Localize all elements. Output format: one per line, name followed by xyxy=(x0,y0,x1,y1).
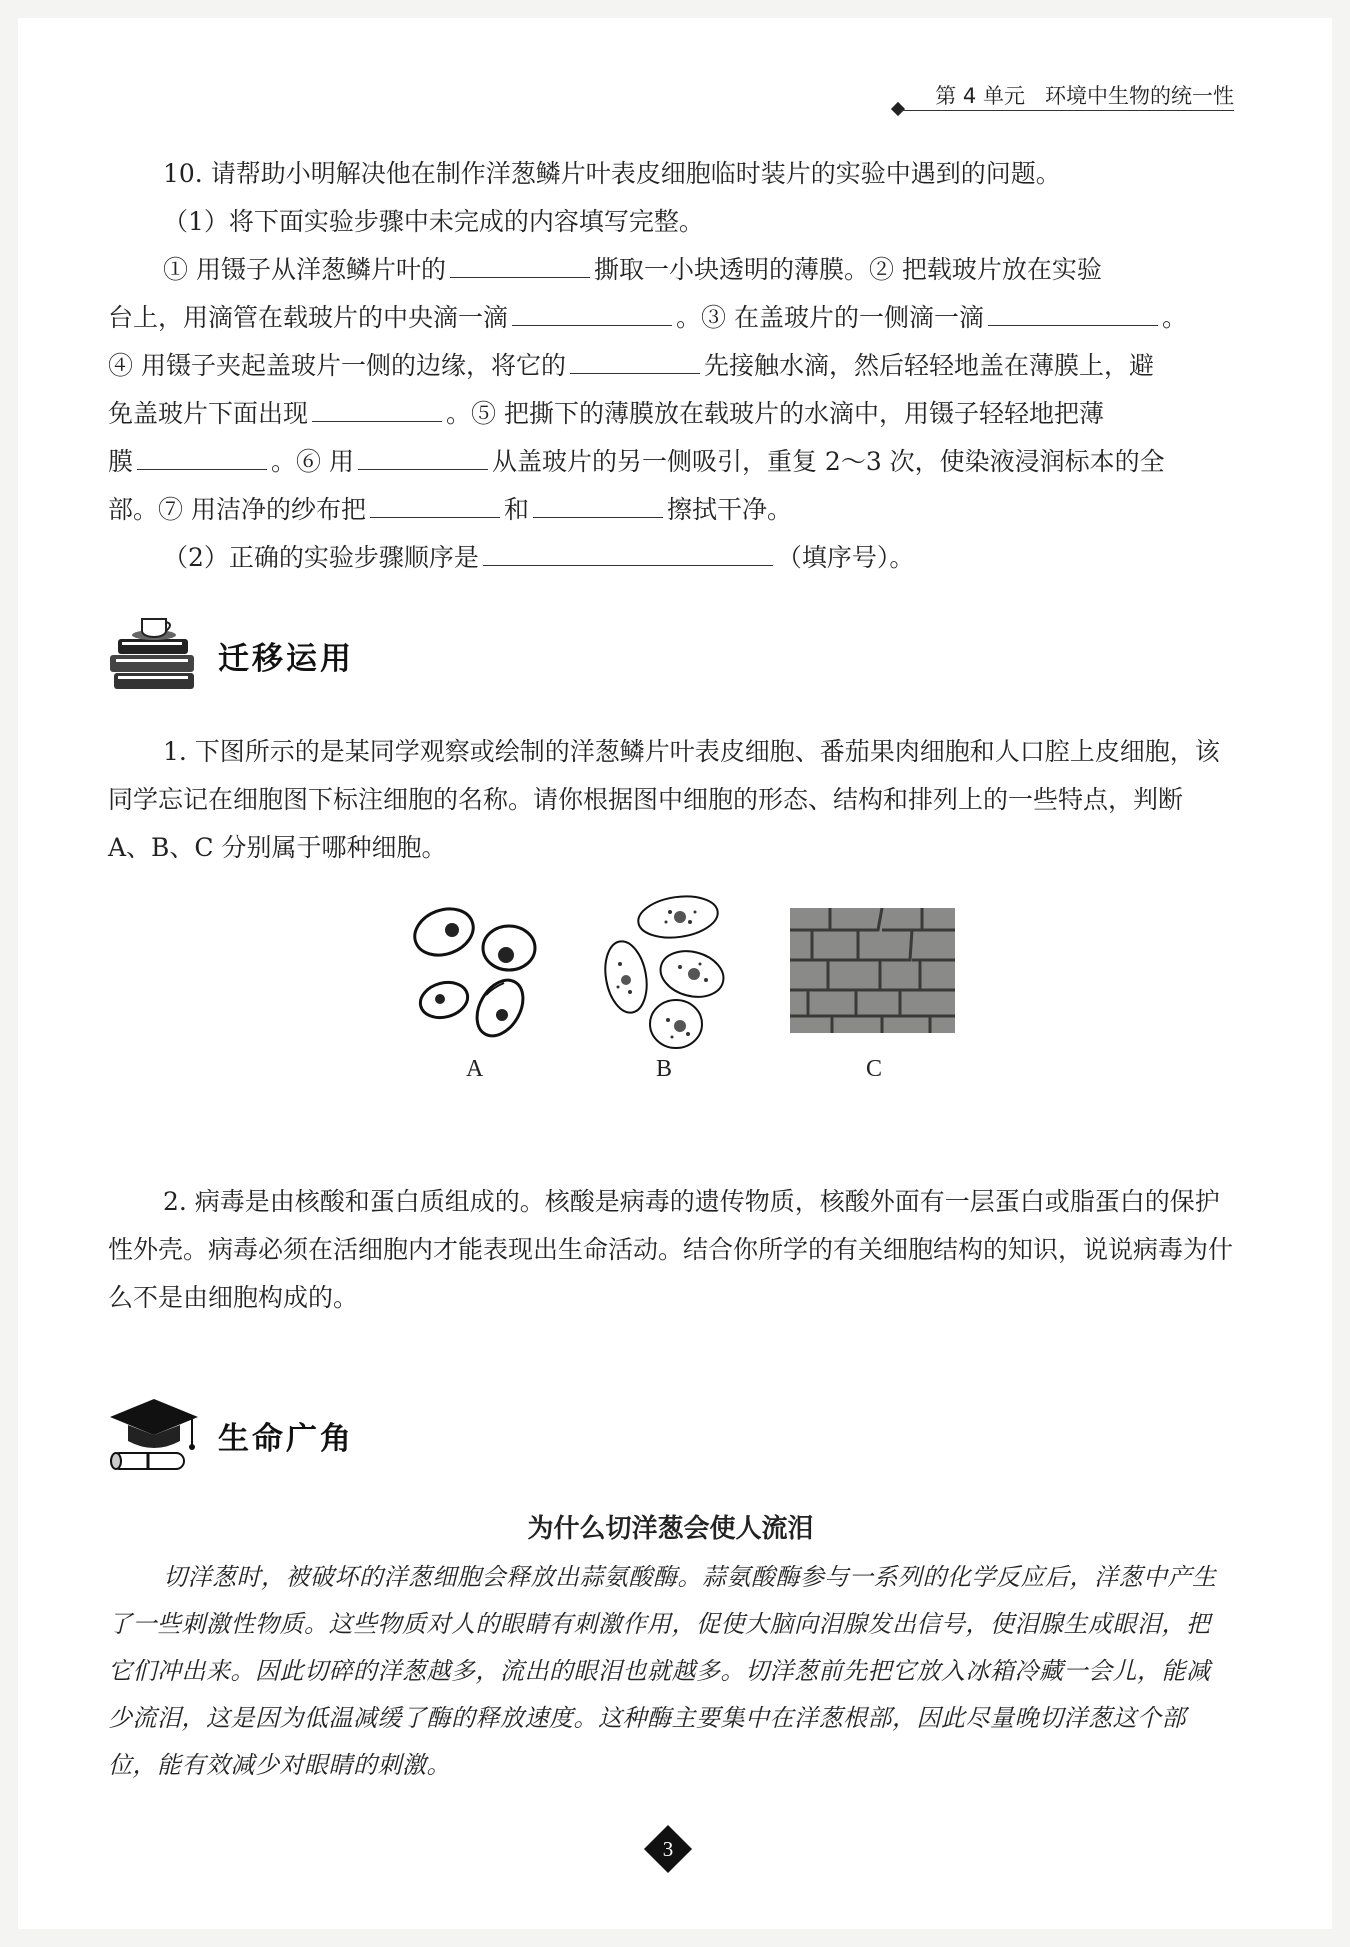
figure-label-b: B xyxy=(656,1056,673,1082)
running-header xyxy=(900,80,1234,110)
answer-blank[interactable] xyxy=(450,247,590,278)
q10-sub1: （1）将下面实验步骤中未完成的内容填写完整。 xyxy=(163,207,704,236)
q10-steps-line3 xyxy=(108,342,1233,390)
section-heading-life xyxy=(108,1395,354,1475)
step-text: 。③ 在盖玻片的一侧滴一滴 xyxy=(676,303,984,332)
q2-text: 2. 病毒是由核酸和蛋白质组成的。核酸是病毒的遗传物质，核酸外面有一层蛋白或脂蛋白的保护性外壳。病毒必须在活细胞内才能表现出生命活动。结合你所学的有关细胞结构的知识，说说病毒为什么不是由细胞构成的。 xyxy=(108,1187,1234,1312)
figure-label-a: A xyxy=(466,1056,484,1082)
step-text: ① 用镊子从洋葱鳞片叶的 xyxy=(163,255,446,284)
figure-b-tomato-cells xyxy=(600,892,730,1052)
answer-blank[interactable] xyxy=(988,295,1158,326)
step-text: 。⑤ 把撕下的薄膜放在载玻片的水滴中，用镊子轻轻地把薄 xyxy=(446,399,1104,428)
step-text: ④ 用镊子夹起盖玻片一侧的边缘，将它的 xyxy=(108,351,566,380)
step-text: 。 xyxy=(1161,303,1187,332)
q10-steps-line5 xyxy=(108,438,1233,486)
answer-blank[interactable] xyxy=(483,535,773,566)
q10-intro: 10. 请帮助小明解决他在制作洋葱鳞片叶表皮细胞临时装片的实验中遇到的问题。 xyxy=(163,159,1061,188)
answer-blank[interactable] xyxy=(533,487,663,518)
figure-a-cheek-cells xyxy=(410,900,540,1040)
step-text: 台上，用滴管在载玻片的中央滴一滴 xyxy=(108,303,509,332)
q10-steps-line2 xyxy=(108,294,1233,342)
answer-blank[interactable] xyxy=(358,439,488,470)
step-text: 从盖玻片的另一侧吸引，重复 2～3 次，使染液浸润标本的全 xyxy=(491,447,1165,476)
question-10 xyxy=(108,150,1233,582)
header-rule xyxy=(900,110,1234,111)
step-text: 撕取一小块透明的薄膜。② 把载玻片放在实验 xyxy=(593,255,1102,284)
answer-blank[interactable] xyxy=(370,487,500,518)
books-cup-icon xyxy=(108,615,200,695)
cell-figures xyxy=(400,900,960,1090)
figure-c-onion-epidermis xyxy=(790,908,955,1033)
section-heading-transfer xyxy=(108,615,354,695)
q1-text: 1. 下图所示的是某同学观察或绘制的洋葱鳞片叶表皮细胞、番茄果肉细胞和人口腔上皮细胞，该同学忘记在细胞图下标注细胞的名称。请你根据图中细胞的形态、结构和排列上的一些特点，判断 A、B、C 分别属于哪种细胞。 xyxy=(108,737,1220,862)
answer-blank[interactable] xyxy=(570,343,700,374)
step-text: 。⑥ 用 xyxy=(271,447,354,476)
answer-blank[interactable] xyxy=(512,295,672,326)
page-number xyxy=(645,1826,691,1872)
answer-blank[interactable] xyxy=(312,391,442,422)
step-text: （2）正确的实验步骤顺序是 xyxy=(163,543,479,572)
graduation-cap-icon xyxy=(108,1395,200,1475)
answer-blank[interactable] xyxy=(137,439,267,470)
step-text: 免盖玻片下面出现 xyxy=(108,399,309,428)
step-text: （填序号）。 xyxy=(776,543,915,572)
article-title: 为什么切洋葱会使人流泪 xyxy=(527,1514,814,1544)
page-number-text: 3 xyxy=(662,1836,674,1861)
question-2 xyxy=(108,1178,1233,1322)
q10-steps xyxy=(108,246,1233,294)
step-text: 和 xyxy=(503,495,529,524)
article-body xyxy=(108,1554,1233,1789)
section-title: 生命广角 xyxy=(218,1420,354,1457)
section-title: 迁移运用 xyxy=(218,640,354,677)
q10-steps-line4 xyxy=(108,390,1233,438)
step-text: 部。⑦ 用洁净的纱布把 xyxy=(108,495,366,524)
step-text: 擦拭干净。 xyxy=(666,495,792,524)
q10-sub2 xyxy=(108,534,1233,582)
article-paragraph: 切洋葱时，被破坏的洋葱细胞会释放出蒜氨酸酶。蒜氨酸酶参与一系列的化学反应后，洋葱中产生了一些刺激性物质。这些物质对人的眼睛有刺激作用，促使大脑向泪腺发出信号，使泪腺生成眼泪，把它们冲出来。因此切碎的洋葱越多，流出的眼泪也就越多。切洋葱前先把它放入冰箱冷藏一会儿，能减少流泪，这是因为低温减缓了酶的释放速度。这种酶主要集中在洋葱根部，因此尽量晚切洋葱这个部位，能有效减少对眼睛的刺激。 xyxy=(108,1563,1217,1779)
q10-steps-line6 xyxy=(108,486,1233,534)
step-text: 先接触水滴，然后轻轻地盖在薄膜上，避 xyxy=(703,351,1154,380)
figure-label-c: C xyxy=(866,1056,883,1082)
header-unit: 第 4 单元 xyxy=(935,84,1025,108)
question-1 xyxy=(108,728,1233,872)
header-title: 环境中生物的统一性 xyxy=(1045,84,1234,108)
step-text: 膜 xyxy=(108,447,134,476)
